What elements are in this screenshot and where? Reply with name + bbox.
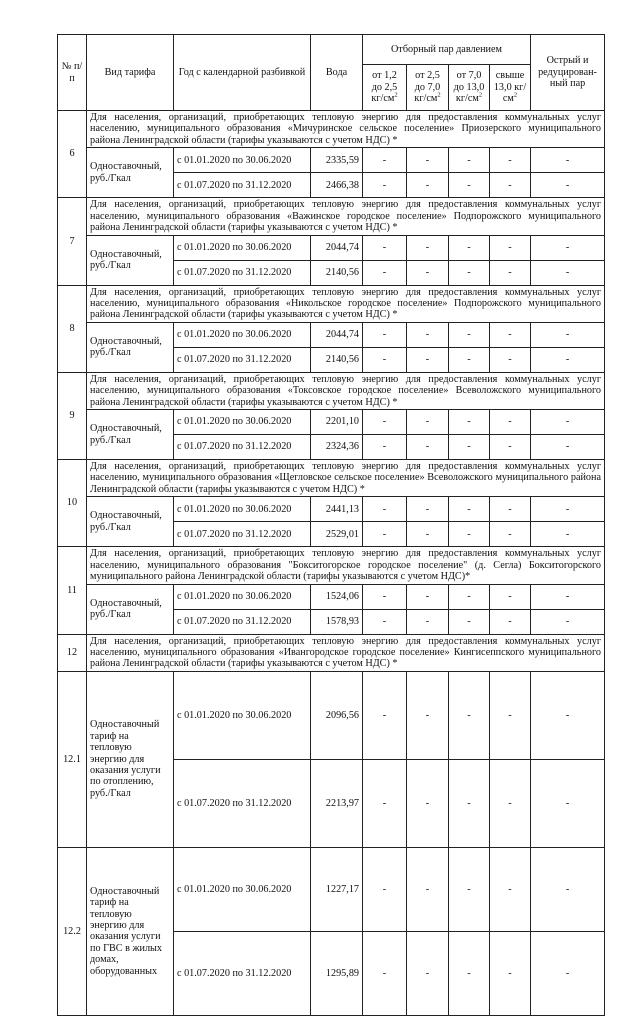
empty-value-dash: - xyxy=(363,260,407,285)
water-value: 2096,56 xyxy=(311,671,363,759)
empty-value-dash: - xyxy=(531,931,605,1015)
empty-value-dash: - xyxy=(407,260,449,285)
empty-value-dash: - xyxy=(531,671,605,759)
empty-value-dash: - xyxy=(490,584,531,609)
header-num: № п/п xyxy=(58,35,87,111)
period-cell: с 01.01.2020 по 30.06.2020 xyxy=(174,235,311,260)
empty-value-dash: - xyxy=(531,410,605,435)
empty-value-dash: - xyxy=(363,847,407,931)
tariff-row xyxy=(58,847,605,931)
tariff-row xyxy=(58,322,605,347)
section-description: Для населения, организаций, приобретающих тепловую энергию для предоставления коммунальных услуг населению, муниципального образования «Щегловское сельское поселение» Всеволожского муниципального района Ленинградской области (тарифы указываются с учетом НДС) * xyxy=(87,460,605,497)
section-number: 7 xyxy=(58,198,87,285)
tariff-row xyxy=(58,235,605,260)
water-value: 2441,13 xyxy=(311,497,363,522)
empty-value-dash: - xyxy=(490,609,531,634)
header-pressure-4: свыше 13,0 $кг/см^2$ xyxy=(490,65,531,111)
empty-value-dash: - xyxy=(490,173,531,198)
tariff-row xyxy=(58,410,605,435)
empty-value-dash: - xyxy=(449,584,490,609)
tariff-table xyxy=(57,34,605,1016)
water-value: 2324,36 xyxy=(311,435,363,460)
empty-value-dash: - xyxy=(363,173,407,198)
tariff-type: Одноставочный, руб./Гкал xyxy=(87,584,174,634)
header-type: Вид тарифа xyxy=(87,35,174,111)
empty-value-dash: - xyxy=(449,435,490,460)
empty-value-dash: - xyxy=(490,931,531,1015)
empty-value-dash: - xyxy=(363,322,407,347)
period-cell: с 01.01.2020 по 30.06.2020 xyxy=(174,322,311,347)
empty-value-dash: - xyxy=(449,235,490,260)
empty-value-dash: - xyxy=(531,322,605,347)
section-number: 8 xyxy=(58,285,87,372)
section-number: 9 xyxy=(58,372,87,459)
empty-value-dash: - xyxy=(407,931,449,1015)
period-cell: с 01.01.2020 по 30.06.2020 xyxy=(174,671,311,759)
header-steam: Отборный пар давлением xyxy=(363,35,531,65)
tariff-type: Одноставочный, руб./Гкал xyxy=(87,497,174,547)
empty-value-dash: - xyxy=(490,671,531,759)
section-header-row xyxy=(58,111,605,148)
period-cell: с 01.01.2020 по 30.06.2020 xyxy=(174,497,311,522)
section-number: 11 xyxy=(58,547,87,634)
empty-value-dash: - xyxy=(407,609,449,634)
period-cell: с 01.07.2020 по 31.12.2020 xyxy=(174,173,311,198)
empty-value-dash: - xyxy=(407,759,449,847)
empty-value-dash: - xyxy=(449,410,490,435)
empty-value-dash: - xyxy=(490,148,531,173)
empty-value-dash: - xyxy=(449,173,490,198)
header-water: Вода xyxy=(311,35,363,111)
empty-value-dash: - xyxy=(449,347,490,372)
section-description: Для населения, организаций, приобретающих тепловую энергию для предоставления коммунальных услуг населению, муниципального образования «Важинское городское поселение» Подпорожского муниципального района Ленинградской области (тарифы указываются с учетом НДС) * xyxy=(87,198,605,235)
empty-value-dash: - xyxy=(449,148,490,173)
empty-value-dash: - xyxy=(490,235,531,260)
header-sharp-steam: Острый и редуцирован-ный пар xyxy=(531,35,605,111)
empty-value-dash: - xyxy=(363,435,407,460)
empty-value-dash: - xyxy=(531,173,605,198)
period-cell: с 01.01.2020 по 30.06.2020 xyxy=(174,410,311,435)
empty-value-dash: - xyxy=(490,497,531,522)
period-cell: с 01.01.2020 по 30.06.2020 xyxy=(174,584,311,609)
empty-value-dash: - xyxy=(449,322,490,347)
period-cell: с 01.07.2020 по 31.12.2020 xyxy=(174,435,311,460)
empty-value-dash: - xyxy=(363,584,407,609)
empty-value-dash: - xyxy=(490,260,531,285)
empty-value-dash: - xyxy=(490,435,531,460)
empty-value-dash: - xyxy=(407,410,449,435)
section-number: 10 xyxy=(58,460,87,547)
empty-value-dash: - xyxy=(449,260,490,285)
empty-value-dash: - xyxy=(363,609,407,634)
empty-value-dash: - xyxy=(407,671,449,759)
section-header-row xyxy=(58,634,605,671)
section-header-row xyxy=(58,198,605,235)
period-cell: с 01.01.2020 по 30.06.2020 xyxy=(174,148,311,173)
water-value: 2466,38 xyxy=(311,173,363,198)
empty-value-dash: - xyxy=(531,759,605,847)
empty-value-dash: - xyxy=(407,847,449,931)
section-header-row xyxy=(58,285,605,322)
water-value: 1524,06 xyxy=(311,584,363,609)
period-cell: с 01.07.2020 по 31.12.2020 xyxy=(174,347,311,372)
empty-value-dash: - xyxy=(449,671,490,759)
empty-value-dash: - xyxy=(490,522,531,547)
empty-value-dash: - xyxy=(531,435,605,460)
section-header-row xyxy=(58,460,605,497)
period-cell: с 01.07.2020 по 31.12.2020 xyxy=(174,609,311,634)
section-description: Для населения, организаций, приобретающих тепловую энергию для предоставления коммунальных услуг населению, муниципального образования «Никольское городское поселение» Подпорожского муниципального района Ленинградской области (тарифы указываются с учетом НДС) * xyxy=(87,285,605,322)
header-pressure-2: от 2,5 до 7,0 $кг/см^2$ xyxy=(407,65,449,111)
empty-value-dash: - xyxy=(407,435,449,460)
tariff-type: Одноставочный тариф на тепловую энергию для оказания услуги по ГВС в жилых домах, оборудованных xyxy=(87,847,174,1015)
water-value: 2140,56 xyxy=(311,347,363,372)
section-header-row xyxy=(58,372,605,409)
empty-value-dash: - xyxy=(363,759,407,847)
empty-value-dash: - xyxy=(407,173,449,198)
empty-value-dash: - xyxy=(363,235,407,260)
empty-value-dash: - xyxy=(407,148,449,173)
water-value: 2044,74 xyxy=(311,322,363,347)
empty-value-dash: - xyxy=(531,847,605,931)
water-value: 2213,97 xyxy=(311,759,363,847)
period-cell: с 01.01.2020 по 30.06.2020 xyxy=(174,847,311,931)
tariff-type: Одноставочный, руб./Гкал xyxy=(87,235,174,285)
tariff-row xyxy=(58,584,605,609)
header-pressure-1: от 1,2 до 2,5 $кг/см^2$ xyxy=(363,65,407,111)
water-value: 2335,59 xyxy=(311,148,363,173)
empty-value-dash: - xyxy=(490,322,531,347)
empty-value-dash: - xyxy=(363,671,407,759)
empty-value-dash: - xyxy=(449,847,490,931)
water-value: 1295,89 xyxy=(311,931,363,1015)
empty-value-dash: - xyxy=(407,497,449,522)
empty-value-dash: - xyxy=(407,322,449,347)
empty-value-dash: - xyxy=(490,347,531,372)
water-value: 1578,93 xyxy=(311,609,363,634)
period-cell: с 01.07.2020 по 31.12.2020 xyxy=(174,522,311,547)
empty-value-dash: - xyxy=(490,410,531,435)
empty-value-dash: - xyxy=(449,609,490,634)
water-value: 2201,10 xyxy=(311,410,363,435)
water-value: 2044,74 xyxy=(311,235,363,260)
tariff-row xyxy=(58,148,605,173)
empty-value-dash: - xyxy=(407,584,449,609)
empty-value-dash: - xyxy=(531,260,605,285)
empty-value-dash: - xyxy=(531,609,605,634)
empty-value-dash: - xyxy=(363,522,407,547)
empty-value-dash: - xyxy=(407,522,449,547)
empty-value-dash: - xyxy=(449,497,490,522)
section-description: Для населения, организаций, приобретающих тепловую энергию для предоставления коммунальных услуг населению, муниципального образования «Мичуринское сельское поселение» Приозерского муниципального района Ленинградской области (тарифы указываются с учетом НДС) * xyxy=(87,111,605,148)
section-number: 6 xyxy=(58,111,87,198)
period-cell: с 01.07.2020 по 31.12.2020 xyxy=(174,260,311,285)
water-value: 2140,56 xyxy=(311,260,363,285)
section-header-row xyxy=(58,547,605,584)
empty-value-dash: - xyxy=(363,148,407,173)
empty-value-dash: - xyxy=(363,410,407,435)
empty-value-dash: - xyxy=(531,522,605,547)
section-description: Для населения, организаций, приобретающих тепловую энергию для предоставления коммунальных услуг населению, муниципального образования «Токсовское городское поселение» Всеволожского муниципального района Ленинградской области (тарифы указываются с учетом НДС) * xyxy=(87,372,605,409)
tariff-type: Одноставочный тариф на тепловую энергию для оказания услуги по отоплению, руб./Гкал xyxy=(87,671,174,847)
empty-value-dash: - xyxy=(490,847,531,931)
empty-value-dash: - xyxy=(363,497,407,522)
empty-value-dash: - xyxy=(407,235,449,260)
water-value: 2529,01 xyxy=(311,522,363,547)
header-year: Год с календарной разбивкой xyxy=(174,35,311,111)
empty-value-dash: - xyxy=(490,759,531,847)
row-number: 12.2 xyxy=(58,847,87,1015)
section-number: 12 xyxy=(58,634,87,671)
empty-value-dash: - xyxy=(531,584,605,609)
empty-value-dash: - xyxy=(449,931,490,1015)
empty-value-dash: - xyxy=(363,347,407,372)
empty-value-dash: - xyxy=(531,347,605,372)
period-cell: с 01.07.2020 по 31.12.2020 xyxy=(174,759,311,847)
empty-value-dash: - xyxy=(363,931,407,1015)
water-value: 1227,17 xyxy=(311,847,363,931)
empty-value-dash: - xyxy=(531,148,605,173)
section-description: Для населения, организаций, приобретающих тепловую энергию для предоставления коммунальных услуг населению, муниципального образования «Ивангородское городское поселение» Кингисеппского муниципального района Ленинградской области (тарифы указываются с учетом НДС) * xyxy=(87,634,605,671)
header-pressure-3: от 7,0 до 13,0 $кг/см^2$ xyxy=(449,65,490,111)
period-cell: с 01.07.2020 по 31.12.2020 xyxy=(174,931,311,1015)
tariff-row xyxy=(58,671,605,759)
tariff-type: Одноставочный, руб./Гкал xyxy=(87,322,174,372)
empty-value-dash: - xyxy=(449,759,490,847)
empty-value-dash: - xyxy=(407,347,449,372)
row-number: 12.1 xyxy=(58,671,87,847)
empty-value-dash: - xyxy=(531,235,605,260)
empty-value-dash: - xyxy=(531,497,605,522)
tariff-type: Одноставочный, руб./Гкал xyxy=(87,148,174,198)
tariff-type: Одноставочный, руб./Гкал xyxy=(87,410,174,460)
section-description: Для населения, организаций, приобретающих тепловую энергию для предоставления коммунальных услуг населению, муниципального образования "Бокситогорское городское поселение" (д. Сегла) Бокситогорского муниципального района Ленинградской области (тарифы указываются с учетом НДС)* xyxy=(87,547,605,584)
empty-value-dash: - xyxy=(449,522,490,547)
tariff-row xyxy=(58,497,605,522)
